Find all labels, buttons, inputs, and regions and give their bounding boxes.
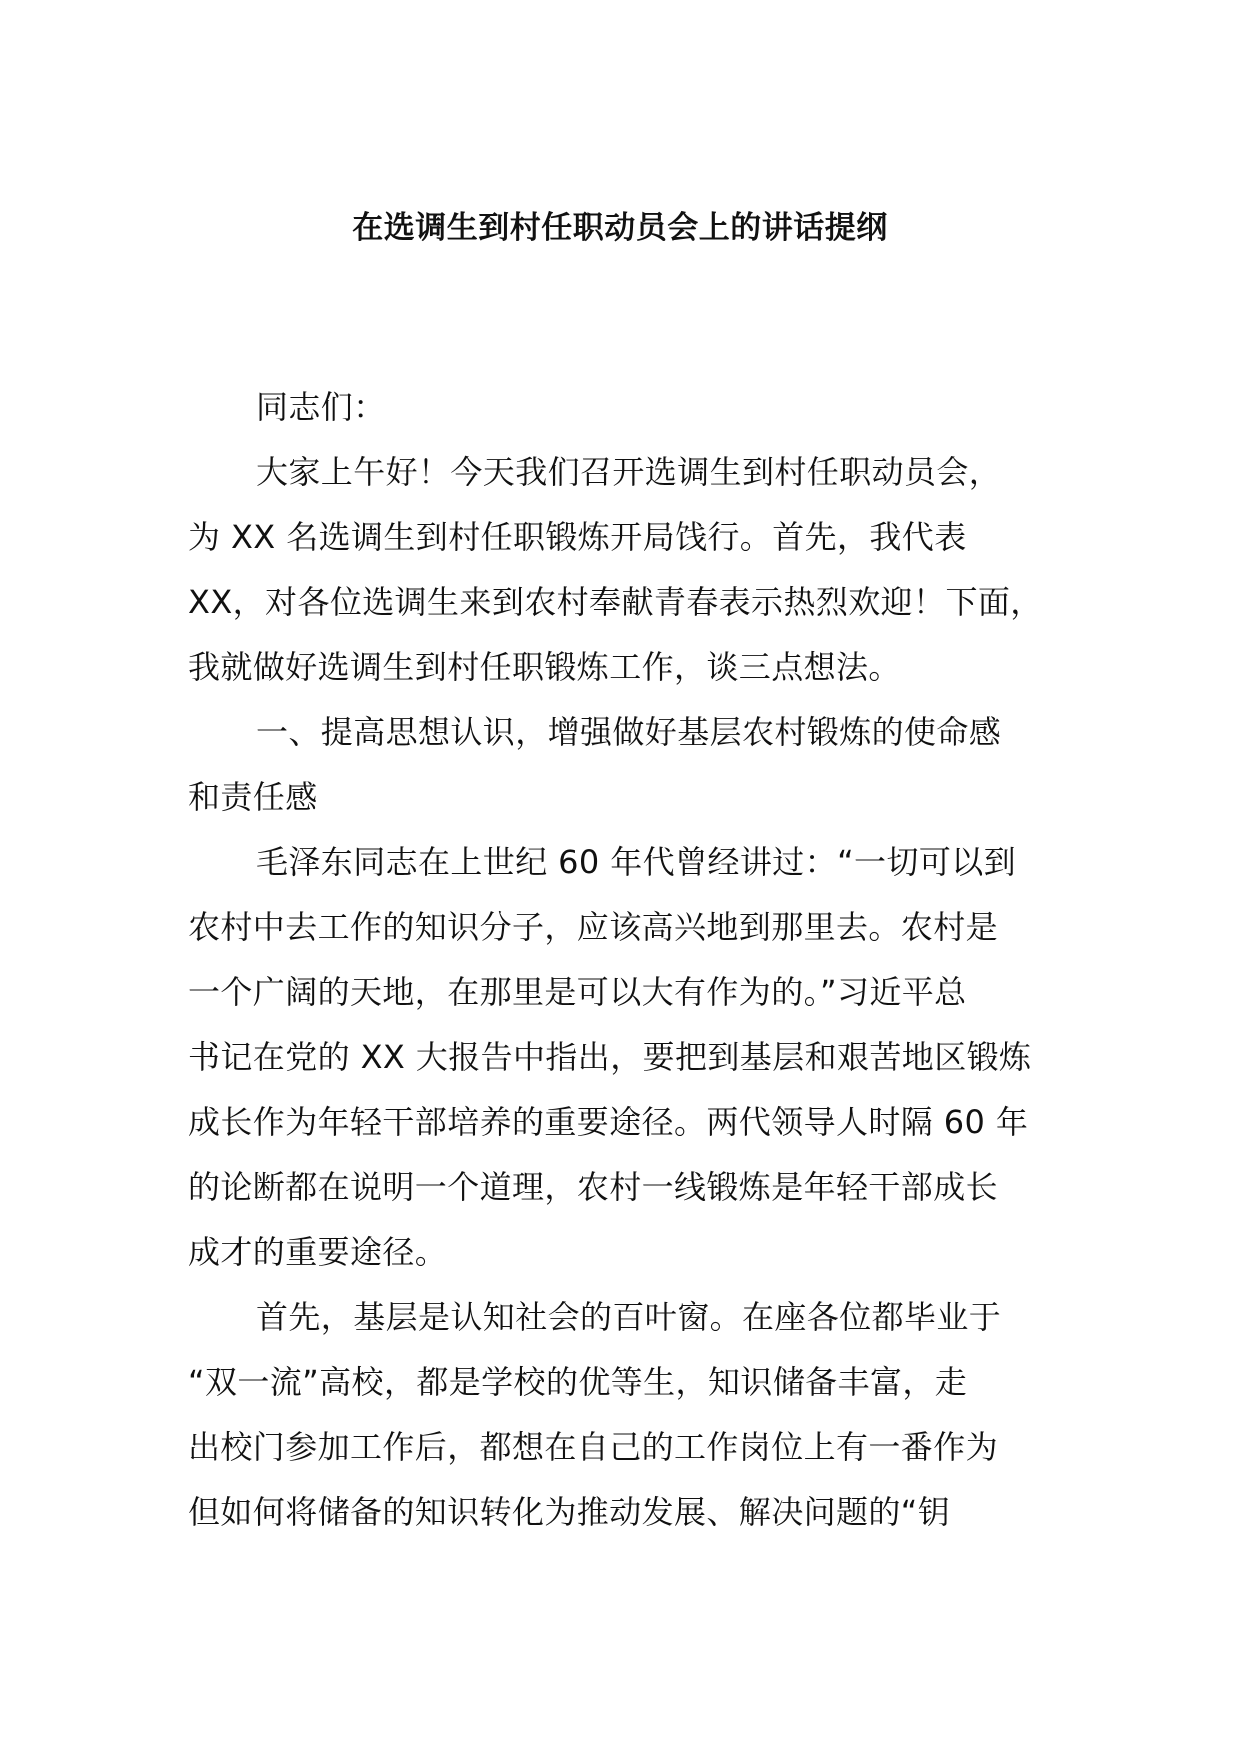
paragraph-line: 首先，基层是认知社会的百叶窗。在座各位都毕业于 [256,1298,1002,1336]
paragraph-line: 一个广阔的天地，在那里是可以大有作为的。”习近平总 [188,973,967,1011]
paragraph-line: 为 XX 名选调生到村任职锻炼开局饯行。首先，我代表 [188,518,967,556]
paragraph-line: 我就做好选调生到村任职锻炼工作，谈三点想法。 [188,648,901,686]
section-heading-line: 和责任感 [188,778,318,816]
paragraph-line: 成才的重要途径。 [188,1233,448,1271]
paragraph-line: 大家上午好！今天我们召开选调生到村任职动员会， [256,453,1002,491]
document-body [188,375,1058,1545]
paragraph-line: 书记在党的 XX 大报告中指出，要把到基层和艰苦地区锻炼 [188,1038,1032,1076]
paragraph-line: “双一流”高校，都是学校的优等生，知识储备丰富，走 [188,1363,968,1401]
document-title: 在选调生到村任职动员会上的讲话提纲 [352,210,888,246]
paragraph-line: 毛泽东同志在上世纪 60 年代曾经讲过：“一切可以到 [256,843,1017,881]
salutation-line: 同志们： [256,388,386,426]
paragraph-line: 的论断都在说明一个道理，农村一线锻炼是年轻干部成长 [188,1168,999,1206]
paragraph-line: XX，对各位选调生来到农村奉献青春表示热烈欢迎！下面， [188,583,1043,621]
paragraph-line: 农村中去工作的知识分子，应该高兴地到那里去。农村是 [188,908,999,946]
paragraph-line: 但如何将储备的知识转化为推动发展、解决问题的“钥 [188,1493,951,1531]
paragraph-line: 出校门参加工作后，都想在自己的工作岗位上有一番作为 [188,1428,999,1466]
paragraph-line: 成长作为年轻干部培养的重要途径。两代领导人时隔 60 年 [188,1103,1029,1141]
section-heading-line: 一、提高思想认识，增强做好基层农村锻炼的使命感 [256,713,1002,751]
